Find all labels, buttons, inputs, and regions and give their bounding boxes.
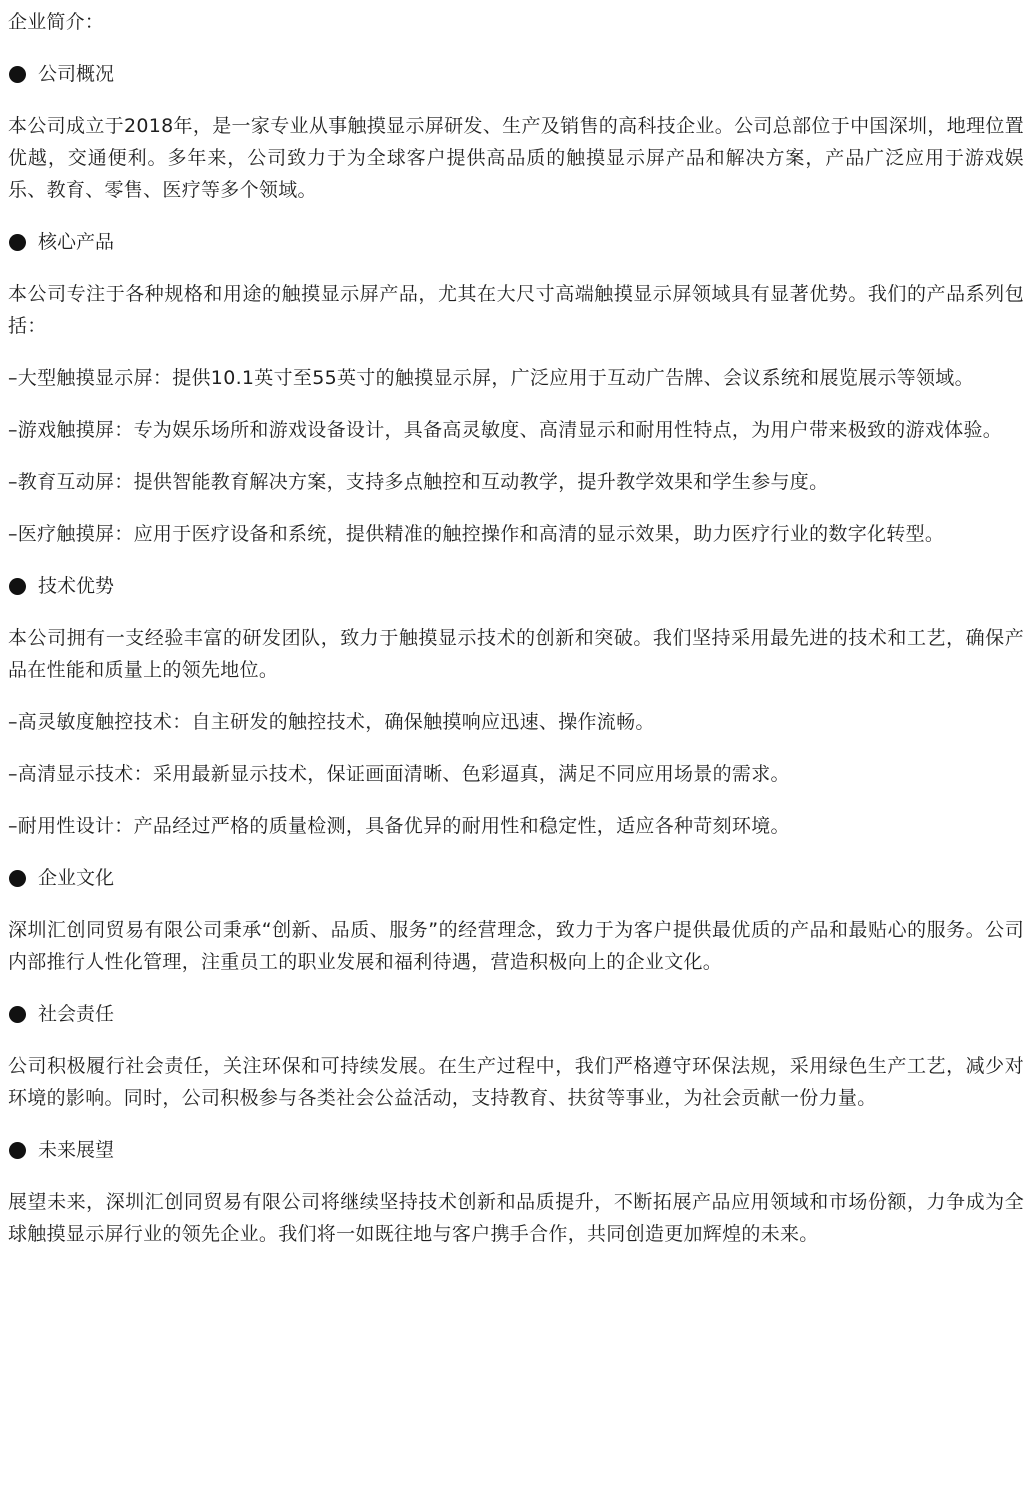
future-paragraph: 展望未来，深圳汇创同贸易有限公司将继续坚持技术创新和品质提升，不断拓展产品应用领域和市场份额，力争成为全球触摸显示屏行业的领先企业。我们将一如既往地与客户携手合作，共同创造更加辉煌的未来。 bbox=[8, 1191, 1024, 1245]
tech-advantages-intro: 本公司拥有一支经验丰富的研发团队，致力于触摸显示技术的创新和突破。我们坚持采用最先进的技术和工艺，确保产品在性能和质量上的领先地位。 bbox=[8, 627, 1024, 681]
section-heading-text: 社会责任 bbox=[38, 1003, 115, 1025]
section-heading-overview bbox=[8, 58, 1024, 90]
bullet-icon bbox=[9, 1142, 26, 1159]
bullet-icon bbox=[9, 66, 26, 83]
section-heading-future bbox=[8, 1134, 1024, 1166]
overview-paragraph: 本公司成立于2018年，是一家专业从事触摸显示屏研发、生产及销售的高科技企业。公司总部位于中国深圳，地理位置优越，交通便利。多年来，公司致力于为全球客户提供高品质的触摸显示屏产品和解决方案，产品广泛应用于游戏娱乐、教育、零售、医疗等多个领域。 bbox=[8, 115, 1024, 201]
product-item-education-screen: –教育互动屏：提供智能教育解决方案，支持多点触控和互动教学，提升教学效果和学生参与度。 bbox=[8, 471, 829, 493]
bullet-icon bbox=[9, 578, 26, 595]
bullet-icon bbox=[9, 870, 26, 887]
bullet-icon bbox=[9, 234, 26, 251]
tech-item-durability: –耐用性设计：产品经过严格的质量检测，具备优异的耐用性和稳定性，适应各种苛刻环境。 bbox=[8, 815, 790, 837]
tech-item-hd-display: –高清显示技术：采用最新显示技术，保证画面清晰、色彩逼真，满足不同应用场景的需求。 bbox=[8, 763, 790, 785]
section-heading-core-products bbox=[8, 226, 1024, 258]
bullet-icon bbox=[9, 1006, 26, 1023]
core-products-intro: 本公司专注于各种规格和用途的触摸显示屏产品，尤其在大尺寸高端触摸显示屏领域具有显著优势。我们的产品系列包括： bbox=[8, 283, 1024, 337]
product-item-medical-touchscreen: –医疗触摸屏：应用于医疗设备和系统，提供精准的触控操作和高清的显示效果，助力医疗行业的数字化转型。 bbox=[8, 523, 945, 545]
section-heading-text: 企业文化 bbox=[38, 867, 115, 889]
section-heading-text: 核心产品 bbox=[38, 231, 115, 253]
section-heading-culture bbox=[8, 862, 1024, 894]
document-title: 企业简介： bbox=[8, 11, 105, 33]
social-responsibility-paragraph: 公司积极履行社会责任，关注环保和可持续发展。在生产过程中，我们严格遵守环保法规，采用绿色生产工艺，减少对环境的影响。同时，公司积极参与各类社会公益活动，支持教育、扶贫等事业，为社会贡献一份力量。 bbox=[8, 1055, 1024, 1109]
section-heading-tech-advantages bbox=[8, 570, 1024, 602]
section-heading-social-responsibility bbox=[8, 998, 1024, 1030]
section-heading-text: 未来展望 bbox=[38, 1139, 115, 1161]
section-heading-text: 公司概况 bbox=[38, 63, 115, 85]
section-heading-text: 技术优势 bbox=[38, 575, 115, 597]
tech-item-sensitivity: –高灵敏度触控技术：自主研发的触控技术，确保触摸响应迅速、操作流畅。 bbox=[8, 711, 655, 733]
culture-paragraph: 深圳汇创同贸易有限公司秉承“创新、品质、服务”的经营理念，致力于为客户提供最优质的产品和最贴心的服务。公司内部推行人性化管理，注重员工的职业发展和福利待遇，营造积极向上的企业文化。 bbox=[8, 919, 1024, 973]
product-item-large-touchscreen: –大型触摸显示屏：提供10.1英寸至55英寸的触摸显示屏，广泛应用于互动广告牌、会议系统和展览展示等领域。 bbox=[8, 367, 974, 389]
product-item-gaming-touchscreen: –游戏触摸屏：专为娱乐场所和游戏设备设计，具备高灵敏度、高清显示和耐用性特点，为用户带来极致的游戏体验。 bbox=[8, 419, 1003, 441]
